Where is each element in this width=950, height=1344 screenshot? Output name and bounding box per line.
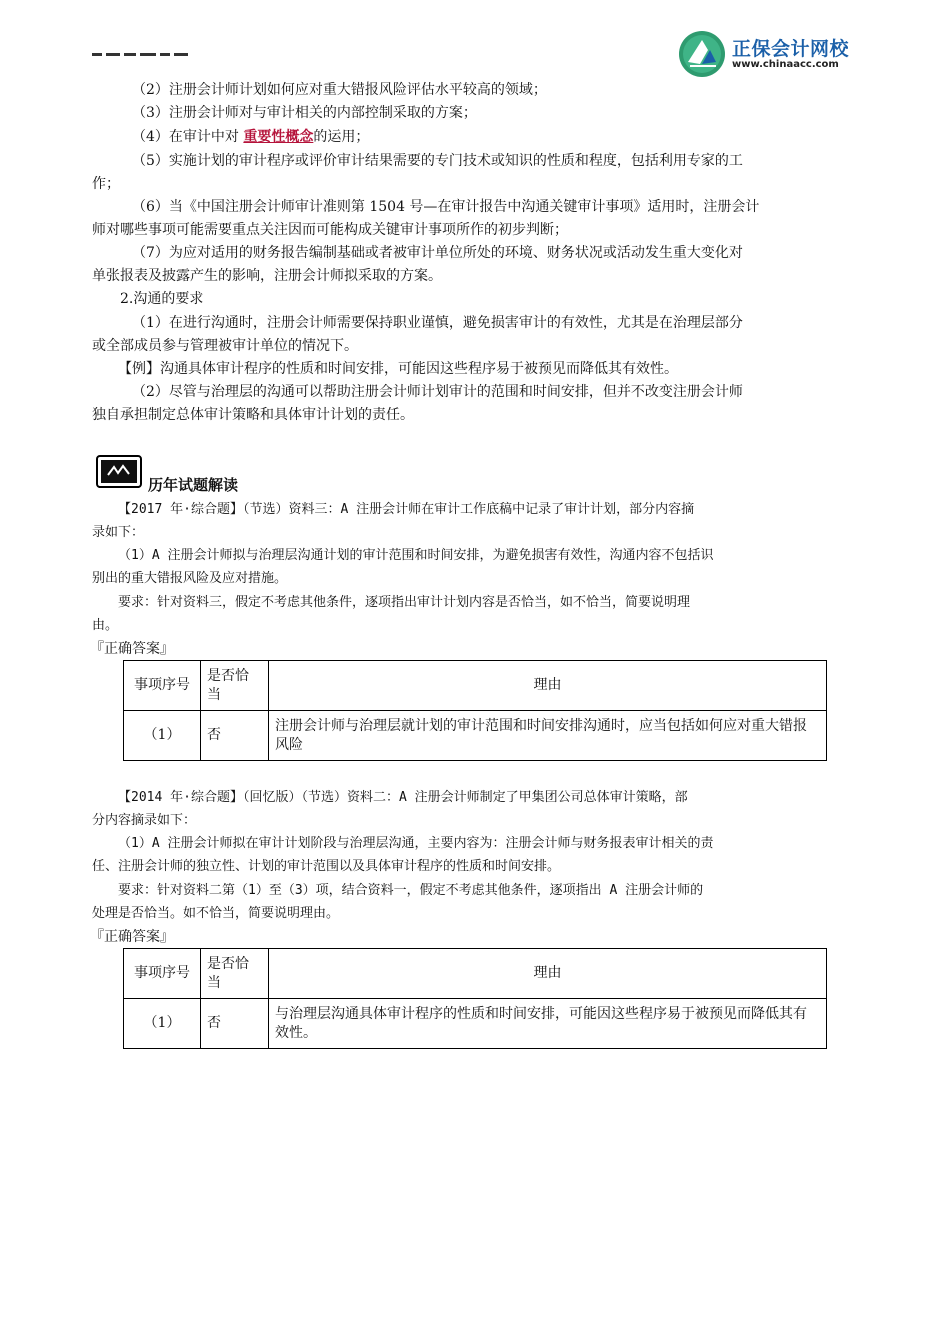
answer-label: 『正确答案』 bbox=[90, 641, 174, 657]
answer-table bbox=[123, 660, 827, 761]
cell-item-no: （1） bbox=[124, 999, 201, 1049]
cell-reason: 与治理层沟通具体审计程序的性质和时间安排，可能因这些程序易于被预见而降低其有效性。 bbox=[269, 999, 827, 1049]
question-item-continued: 别出的重大错报风险及应对措施。 bbox=[92, 571, 288, 586]
list-item-suffix: 的运用； bbox=[313, 129, 370, 145]
example-note: 【例】沟通具体审计程序的性质和时间安排，可能因这些程序易于被预见而降低其有效性。 bbox=[118, 361, 678, 377]
column-header-reason: 理由 bbox=[269, 949, 827, 999]
section-title: 历年试题解读 bbox=[148, 476, 239, 494]
exam-review-icon bbox=[96, 455, 142, 488]
list-item: （6）当《中国注册会计师审计准则第 1504 号—在审计报告中沟通关键审计事项》适用时，注册会计 bbox=[132, 199, 760, 215]
cell-appropriate: 否 bbox=[201, 999, 269, 1049]
logo-emblem-icon bbox=[678, 30, 726, 78]
logo-name: 正保会计网校 bbox=[732, 38, 850, 60]
list-item: （7）为应对适用的财务报告编制基础或者被审计单位所处的环境、财务状况或活动发生重大变化对 bbox=[132, 245, 743, 261]
cell-item-no: （1） bbox=[124, 711, 201, 761]
table-header-row bbox=[124, 661, 827, 711]
question-header-continued: 录如下： bbox=[92, 525, 145, 540]
question-item: （1）A 注册会计师拟在审计计划阶段与治理层沟通，主要内容为：注册会计师与财务报表审计相关的责 bbox=[118, 836, 714, 851]
column-header-appropriate: 是否恰当 bbox=[201, 661, 269, 711]
cell-appropriate: 否 bbox=[201, 711, 269, 761]
answer-label: 『正确答案』 bbox=[90, 929, 174, 945]
question-header: 【2014 年·综合题】（回忆版）（节选）资料二：A 注册会计师制定了甲集团公司总体审计策略，部 bbox=[118, 790, 688, 805]
list-item: （1）在进行沟通时，注册会计师需要保持职业谨慎，避免损害审计的有效性，尤其是在治理层部分 bbox=[132, 315, 743, 331]
table-header-row bbox=[124, 949, 827, 999]
clipped-previous-line bbox=[92, 53, 212, 59]
logo-url[interactable]: www.chinaacc.com bbox=[732, 59, 839, 70]
list-item-continued: 作； bbox=[92, 176, 120, 192]
column-header-reason: 理由 bbox=[269, 661, 827, 711]
question-requirement-continued: 由。 bbox=[92, 618, 119, 633]
concept-link[interactable]: 重要性概念 bbox=[243, 129, 314, 145]
answer-table bbox=[123, 948, 827, 1049]
list-item: （2）尽管与治理层的沟通可以帮助注册会计师计划审计的范围和时间安排，但并不改变注册会计师 bbox=[132, 384, 743, 400]
list-item-continued: 独自承担制定总体审计策略和具体审计计划的责任。 bbox=[92, 407, 414, 423]
question-item-continued: 任、注册会计师的独立性、计划的审计范围以及具体审计程序的性质和时间安排。 bbox=[92, 859, 561, 874]
cell-reason: 注册会计师与治理层就计划的审计范围和时间安排沟通时，应当包括如何应对重大错报风险 bbox=[269, 711, 827, 761]
question-requirement: 要求：针对资料二第（1）至（3）项，结合资料一，假定不考虑其他条件，逐项指出 A 注册会计师的 bbox=[118, 883, 704, 898]
column-header-appropriate: 是否恰当 bbox=[201, 949, 269, 999]
column-header-item-no: 事项序号 bbox=[124, 661, 201, 711]
question-requirement-continued: 处理是否恰当。如不恰当，简要说明理由。 bbox=[92, 906, 340, 921]
brand-logo[interactable] bbox=[678, 30, 878, 78]
question-requirement: 要求：针对资料三，假定不考虑其他条件，逐项指出审计计划内容是否恰当，如不恰当，简要说明理 bbox=[118, 595, 691, 610]
list-item: （2）注册会计师计划如何应对重大错报风险评估水平较高的领域； bbox=[132, 82, 547, 98]
list-item bbox=[132, 126, 369, 148]
table-row bbox=[124, 711, 827, 761]
table-row bbox=[124, 999, 827, 1049]
list-item-continued: 或全部成员参与管理被审计单位的情况下。 bbox=[92, 338, 358, 354]
column-header-item-no: 事项序号 bbox=[124, 949, 201, 999]
list-item-continued: 单张报表及披露产生的影响，注册会计师拟采取的方案。 bbox=[92, 268, 442, 284]
subsection-heading: 2.沟通的要求 bbox=[120, 291, 204, 307]
list-item: （3）注册会计师对与审计相关的内部控制采取的方案； bbox=[132, 105, 477, 121]
question-item: （1）A 注册会计师拟与治理层沟通计划的审计范围和时间安排，为避免损害有效性，沟通内容不包括识 bbox=[118, 548, 714, 563]
list-item-prefix: （4）在审计中对 bbox=[132, 129, 239, 145]
question-header: 【2017 年·综合题】（节选）资料三：A 注册会计师在审计工作底稿中记录了审计计划，部分内容摘 bbox=[118, 502, 695, 517]
list-item: （5）实施计划的审计程序或评价审计结果需要的专门技术或知识的性质和程度，包括利用专家的工 bbox=[132, 153, 743, 169]
list-item-continued: 师对哪些事项可能需要重点关注因而可能构成关键审计事项所作的初步判断； bbox=[92, 222, 568, 238]
question-header-continued: 分内容摘录如下： bbox=[92, 813, 197, 828]
